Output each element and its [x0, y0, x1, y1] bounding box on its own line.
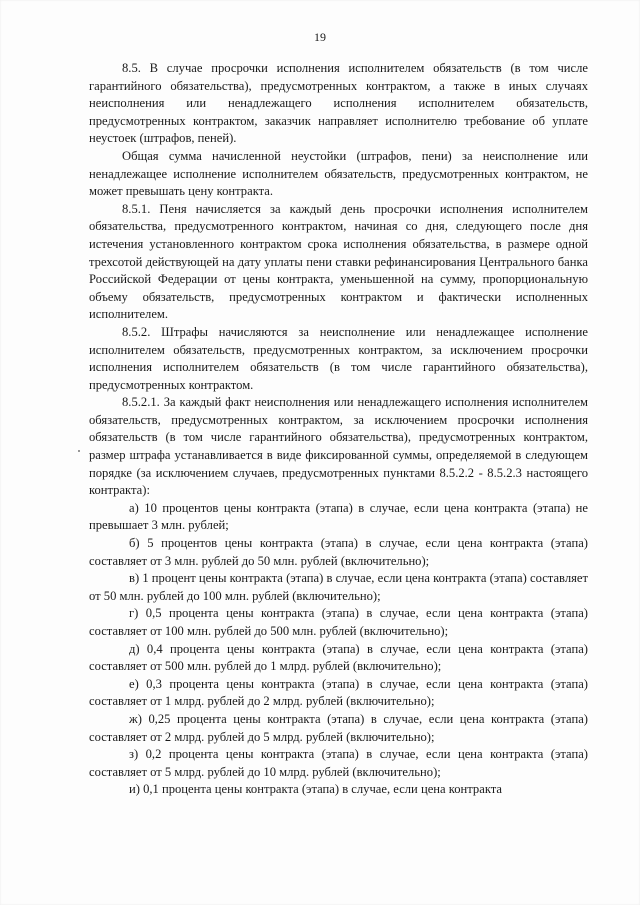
paragraph-8-5: 8.5. В случае просрочки исполнения исполнителем обязательств (в том числе гарантийного обязательства), предусмотренных контрактом, а также в иных случаях неисполнения или ненадлежащего исполнения исполнителем обязательств, предусмотренных контрактом, заказчик направляет исполнителю требование об уплате неустоек (штрафов, пеней). [89, 61, 588, 146]
list-item-i: и) 0,1 процента цены контракта (этапа) в случае, если цена контракта [129, 782, 503, 797]
document-body [89, 60, 588, 799]
list-item-z: з) 0,2 процента цены контракта (этапа) в случае, если цена контракта (этапа) составляет от 5 млрд. рублей до 10 млрд. рублей (включительно); [89, 747, 588, 779]
page-number: 19 [314, 30, 326, 44]
list-item-zh: ж) 0,25 процента цены контракта (этапа) в случае, если цена контракта (этапа) составляет от 2 млрд. рублей до 5 млрд. рублей (включительно); [89, 711, 588, 744]
paragraph-8-5-1: 8.5.1. Пеня начисляется за каждый день просрочки исполнения исполнителем обязательства, предусмотренного контрактом, начиная со дня, следующего после дня истечения установленного контрактом срока исполнения обязательства, в размере одной трехсотой действующей на дату уплаты пени ставки рефинансирования Центрального банка Российской Федерации от цены контракта, уменьшенной на сумму, пропорциональную объему обязательств, предусмотренных контрактом и фактически исполненных исполнителем. [89, 201, 588, 322]
scan-speck [78, 450, 80, 452]
paragraph-8-5-2: 8.5.2. Штрафы начисляются за неисполнение или ненадлежащее исполнение исполнителем обязательств, предусмотренных контрактом, за исключением просрочки исполнения исполнителем обязательств (в том числе гарантийного обязательства), предусмотренных контрактом. [89, 324, 588, 392]
list-item-g: г) 0,5 процента цены контракта (этапа) в случае, если цена контракта (этапа) составляет от 100 млн. рублей до 500 млн. рублей (включительно); [89, 606, 588, 638]
list-item-a: а) 10 процентов цены контракта (этапа) в случае, если цена контракта (этапа) не превышает 3 млн. рублей; [89, 500, 588, 533]
list-item-v: в) 1 процент цены контракта (этапа) в случае, если цена контракта (этапа) составляет от 50 млн. рублей до 100 млн. рублей (включительно); [89, 571, 588, 603]
list-item-d: д) 0,4 процента цены контракта (этапа) в случае, если цена контракта (этапа) составляет от 500 млн. рублей до 1 млрд. рублей (включительно); [89, 641, 588, 674]
list-item-b: б) 5 процентов цены контракта (этапа) в случае, если цена контракта (этапа) составляет от 3 млн. рублей до 50 млн. рублей (включительно); [89, 536, 588, 568]
paragraph-8-5-2-1: 8.5.2.1. За каждый факт неисполнения или ненадлежащего исполнения исполнителем обязательств, предусмотренных контрактом, за исключением просрочки исполнения обязательств (в том числе гарантийного обязательства), предусмотренных контрактом, размер штрафа устанавливается в виде фиксированной суммы, определяемой в следующем порядке (за исключением случаев, предусмотренных пунктами 8.5.2.2 - 8.5.2.3 настоящего контракта): [89, 395, 588, 498]
list-item-e: е) 0,3 процента цены контракта (этапа) в случае, если цена контракта (этапа) составляет от 1 млрд. рублей до 2 млрд. рублей (включительно); [89, 676, 588, 709]
paragraph-total-penalty: Общая сумма начисленной неустойки (штрафов, пени) за неисполнение или ненадлежащее исполнение исполнителем обязательств, предусмотренных контрактом, не может превышать цену контракта. [89, 148, 588, 199]
